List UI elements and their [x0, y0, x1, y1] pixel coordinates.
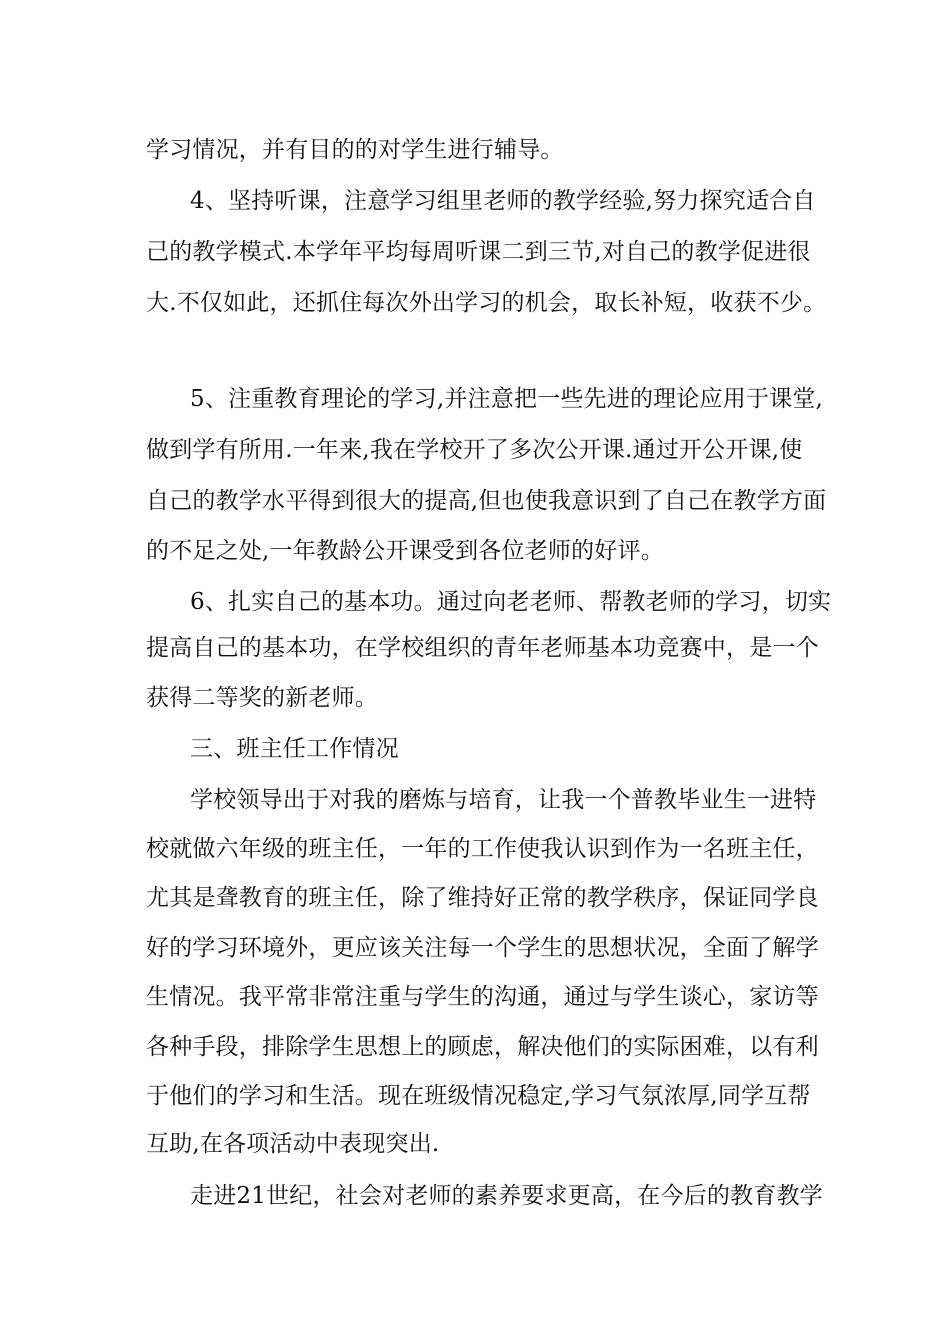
text-line: 校就做六年级的班主任，一年的工作使我认识到作为一名班主任，	[146, 836, 819, 862]
text-line: 己的教学模式.本学年平均每周听课二到三节,对自己的教学促进很	[146, 239, 811, 265]
section-heading: 三、班主任工作情况	[190, 736, 399, 762]
text-line: 互助,在各项活动中表现突出.	[146, 1131, 440, 1157]
text-line: 5、注重教育理论的学习,并注意把一些先进的理论应用于课堂,	[190, 386, 824, 412]
text-line: 生情况。我平常非常注重与学生的沟通，通过与学生谈心，家访等	[146, 984, 819, 1010]
text-line: 各种手段，排除学生思想上的顾虑，解决他们的实际困难，以有利	[146, 1034, 819, 1060]
text-line: 提高自己的基本功，在学校组织的青年老师基本功竞赛中，是一个	[146, 635, 819, 661]
text-line: 获得二等奖的新老师。	[146, 685, 378, 711]
text-line: 大.不仅如此，还抓住每次外出学习的机会，取长补短，收获不少。	[146, 290, 827, 316]
text-line: 于他们的学习和生活。现在班级情况稳定,学习气氛浓厚,同学互帮	[146, 1083, 811, 1109]
text-line: 学习情况，并有目的的对学生进行辅导。	[146, 137, 564, 163]
text-line: 做到学有所用.一年来,我在学校开了多次公开课.通过开公开课,使	[146, 437, 803, 463]
text-line: 走进21世纪，社会对老师的素养要求更高，在今后的教育教学	[190, 1183, 823, 1209]
text-line: 好的学习环境外，更应该关注每一个学生的思想状况，全面了解学	[146, 935, 819, 961]
text-line: 6、扎实自己的基本功。通过向老老师、帮教老师的学习，切实	[190, 589, 832, 615]
text-line: 4、坚持听课，注意学习组里老师的教学经验,努力探究适合自	[190, 188, 816, 214]
text-line: 的不足之处,一年教龄公开课受到各位老师的好评。	[146, 538, 664, 564]
text-line: 学校领导出于对我的磨炼与培育，让我一个普教毕业生一进特	[190, 787, 817, 813]
text-line: 尤其是聋教育的班主任，除了维持好正常的教学秩序，保证同学良	[146, 885, 819, 911]
text-line: 自己的教学水平得到很大的提高,但也使我意识到了自己在教学方面	[146, 488, 827, 514]
